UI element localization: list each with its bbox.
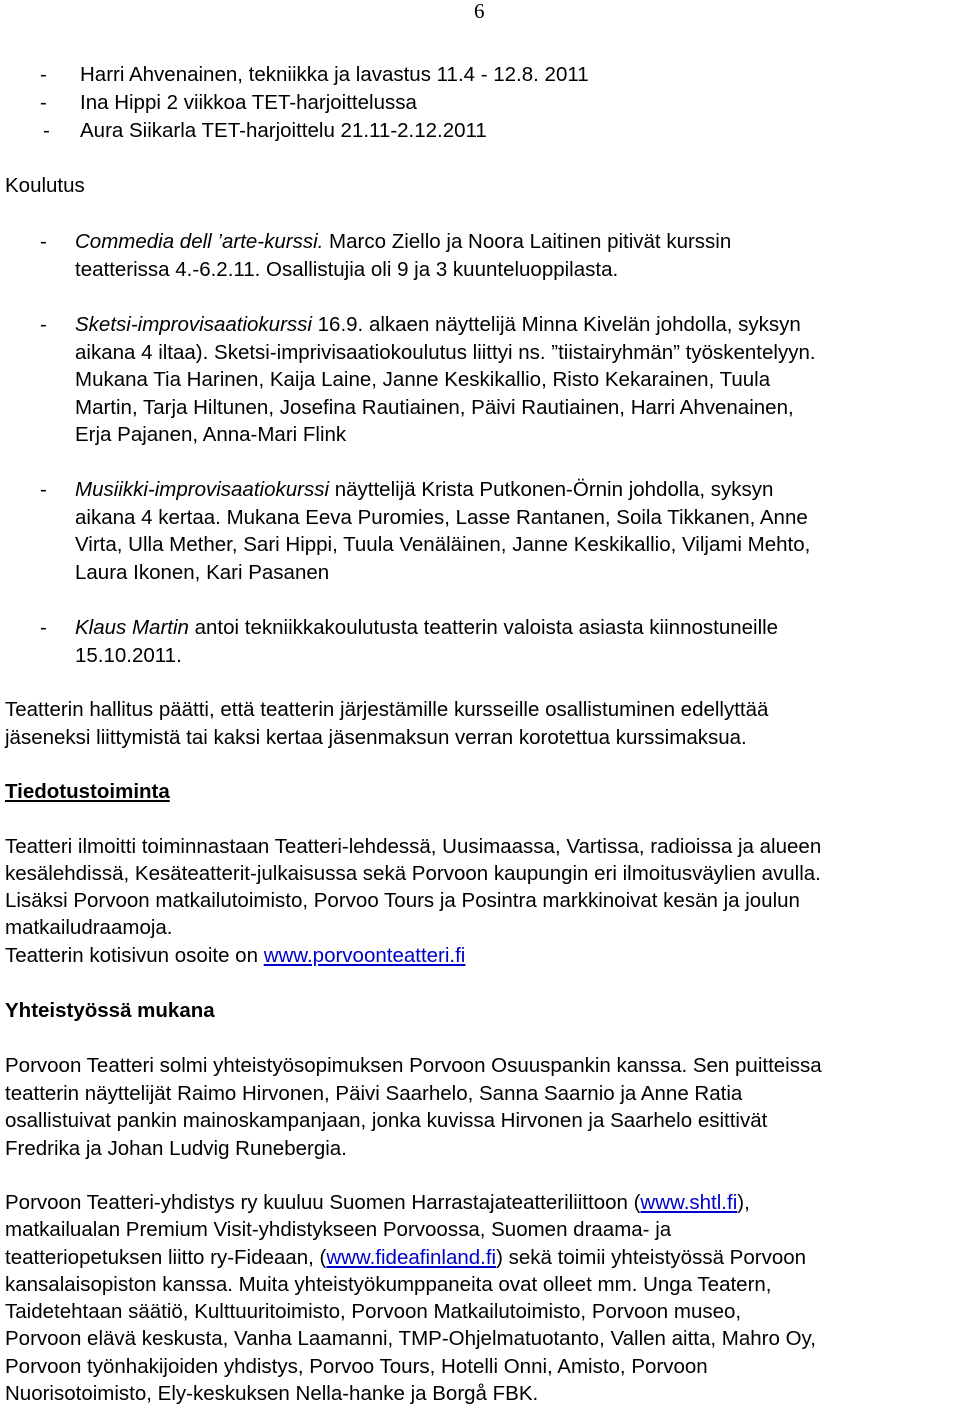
course-text: aikana 4 kertaa. Mukana Eeva Puromies, Lasse Rantanen, Soila Tikkanen, Anne	[75, 506, 808, 529]
paragraph-line: Porvoon elävä keskusta, Vanha Laamanni, TMP-Ohjelmatuotanto, Vallen aitta, Mahro Oy,	[5, 1327, 816, 1350]
paragraph-line: Taidetehtaan säätiö, Kulttuuritoimisto, Porvoon Matkailutoimisto, Porvoon museo,	[5, 1300, 742, 1323]
course-text: antoi tekniikkakoulutusta teatterin valoista asiasta kiinnostuneille	[188, 616, 779, 639]
course-title: Klaus Martin	[75, 616, 189, 639]
text-segment: teatteriopetuksen liitto ry-Fideaan, (	[5, 1246, 327, 1269]
text-segment: ) sekä toimii yhteistyössä Porvoon	[496, 1246, 807, 1269]
paragraph-line: Teatteri ilmoitti toiminnastaan Teatteri-lehdessä, Uusimaassa, Vartissa, radioissa ja alueen	[5, 835, 822, 858]
section-heading-tiedotus: Tiedotustoiminta	[5, 780, 170, 803]
course-text: Martin, Tarja Hiltunen, Josefina Rautiainen, Päivi Rautiainen, Harri Ahvenainen,	[75, 396, 794, 419]
course-text: teatterissa 4.-6.2.11. Osallistujia oli 9 ja 3 kuunteluoppilasta.	[75, 258, 619, 281]
paragraph-line: Lisäksi Porvoon matkailutoimisto, Porvoo Tours ja Posintra markkinoivat kesän ja joulun	[5, 889, 800, 912]
website-link[interactable]: www.porvoonteatteri.fi	[263, 944, 466, 967]
list-dash: -	[40, 91, 47, 114]
paragraph-line: jäseneksi liittymistä tai kaksi kertaa jäsenmaksun verran korotettua kurssimaksua.	[5, 726, 747, 749]
paragraph-line: matkailudraamoja.	[5, 916, 173, 939]
fidea-link[interactable]: www.fideafinland.fi	[326, 1246, 497, 1269]
paragraph-line: Nuorisotoimisto, Ely-keskuksen Nella-hanke ja Borgå FBK.	[5, 1382, 539, 1405]
course-text: Mukana Tia Harinen, Kaija Laine, Janne Keskikallio, Risto Kekarainen, Tuula	[75, 368, 771, 391]
paragraph-line	[5, 1245, 960, 1271]
list-dash: -	[40, 478, 47, 501]
course-title: Commedia dell ’arte-kurssi.	[75, 230, 324, 253]
section-heading-yhteistyo: Yhteistyössä mukana	[5, 999, 215, 1022]
paragraph-line: matkailualan Premium Visit-yhdistykseen Porvoossa, Suomen draama- ja	[5, 1218, 672, 1241]
paragraph-line: Fredrika ja Johan Ludvig Runebergia.	[5, 1137, 347, 1160]
text-segment: Porvoon Teatteri-yhdistys ry kuuluu Suomen Harrastajateatteriliittoon (	[5, 1191, 641, 1214]
shtl-link[interactable]: www.shtl.fi	[640, 1191, 738, 1214]
paragraph-line: osallistuivat pankin mainoskampanjaan, jonka kuvissa Hirvonen ja Saarhelo esittivät	[5, 1109, 768, 1132]
home-prefix: Teatterin kotisivun osoite on	[5, 944, 264, 967]
section-heading-koulutus: Koulutus	[5, 174, 85, 197]
paragraph-line: Porvoon työnhakijoiden yhdistys, Porvoo Tours, Hotelli Onni, Amisto, Porvoon	[5, 1355, 708, 1378]
list-item-text: Ina Hippi 2 viikkoa TET-harjoittelussa	[80, 91, 417, 114]
paragraph-line: kansalaisopiston kanssa. Muita yhteistyökumppaneita ovat olleet mm. Unga Teatern,	[5, 1273, 772, 1296]
course-text: Erja Pajanen, Anna-Mari Flink	[75, 423, 347, 446]
paragraph-line: kesälehdissä, Kesäteatterit-julkaisussa sekä Porvoon kaupungin eri ilmoitusväylien avulla.	[5, 862, 821, 885]
course-text: Marco Ziello ja Noora Laitinen pitivät kurssin	[323, 230, 732, 253]
list-dash: -	[40, 63, 47, 86]
course-text: näyttelijä Krista Putkonen-Örnin johdolla, syksyn	[329, 478, 774, 501]
list-item-text: Harri Ahvenainen, tekniikka ja lavastus 11.4 - 12.8. 2011	[80, 63, 589, 86]
course-title: Musiikki-improvisaatiokurssi	[75, 478, 330, 501]
course-text: Laura Ikonen, Kari Pasanen	[75, 561, 330, 584]
course-text: 16.9. alkaen näyttelijä Minna Kivelän johdolla, syksyn	[311, 313, 801, 336]
list-dash: -	[43, 119, 50, 142]
list-item-text: Aura Siikarla TET-harjoittelu 21.11-2.12.2011	[80, 119, 487, 142]
course-text: aikana 4 iltaa). Sketsi-imprivisaatiokoulutus liittyi ns. ”tiistairyhmän” työskentelyyn.	[75, 341, 816, 364]
paragraph-line: Teatterin hallitus päätti, että teatterin järjestämille kursseille osallistuminen edellyttää	[5, 698, 769, 721]
paragraph-line: Porvoon Teatteri solmi yhteistyösopimuksen Porvoon Osuuspankin kanssa. Sen puitteissa	[5, 1054, 822, 1077]
list-dash: -	[40, 230, 47, 253]
course-text: 15.10.2011.	[75, 644, 182, 667]
paragraph-line	[5, 943, 960, 969]
page-number: 6	[474, 0, 485, 23]
course-text: Virta, Ulla Mether, Sari Hippi, Tuula Venäläinen, Janne Keskikallio, Viljami Mehto,	[75, 533, 811, 556]
paragraph-line	[5, 1190, 960, 1216]
list-dash: -	[40, 313, 47, 336]
course-title: Sketsi-improvisaatiokurssi	[75, 313, 312, 336]
text-segment: ),	[737, 1191, 750, 1214]
paragraph-line: teatterin näyttelijät Raimo Hirvonen, Päivi Saarhelo, Sanna Saarnio ja Anne Ratia	[5, 1082, 743, 1105]
list-dash: -	[40, 616, 47, 639]
